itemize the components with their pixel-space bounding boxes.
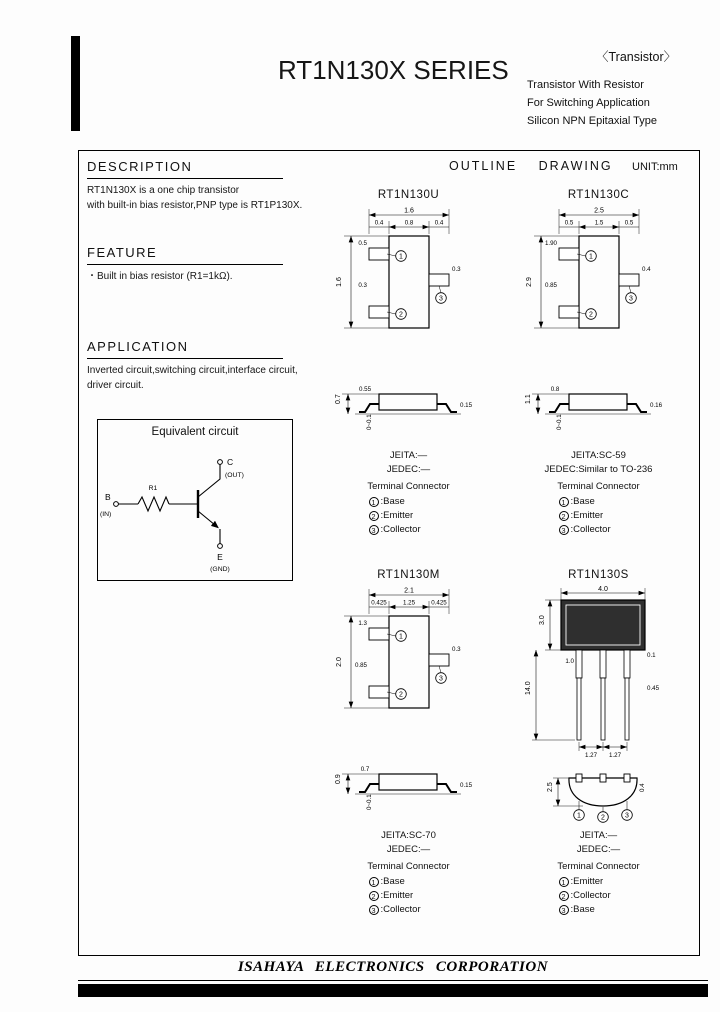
equivalent-circuit-diagram [98, 438, 292, 574]
terminal-item [559, 509, 639, 523]
dim-standoff: 0~0.1 [556, 414, 563, 430]
svg-text:1: 1 [577, 812, 581, 820]
terminal-item [559, 523, 639, 537]
jedec-label: JEDEC:Similar to TO-236 [544, 463, 653, 475]
side-view [335, 766, 473, 810]
pin-2-marker [387, 689, 406, 700]
terminal-connector-heading: Terminal Connector [367, 861, 450, 872]
jeita-label: JEITA:— [389, 450, 428, 461]
dim-pin-gap: 0.85 [354, 662, 367, 669]
terminal-item [559, 875, 639, 889]
dim-total-width: 1.6 [404, 207, 414, 215]
package-name: RT1N130S [568, 569, 629, 581]
terminal-connector-heading: Terminal Connector [367, 481, 450, 492]
dim-pitch-right: 1.27 [608, 752, 622, 759]
resistor-label: R1 [148, 485, 158, 492]
dim-pin-gap: 0.3 [358, 282, 367, 289]
dim-seg-right: 0.4 [434, 219, 444, 227]
page-title: RT1N130X SERIES [278, 55, 509, 85]
pin-number: 3 [559, 905, 569, 915]
pin-3-marker [626, 286, 637, 303]
svg-text:3: 3 [625, 812, 629, 820]
dim-total-height: 1.6 [336, 277, 343, 287]
subtitle-line: Transistor With Resistor [527, 79, 644, 91]
terminal-label: :Base [570, 904, 595, 915]
subtitle-line: For Switching Application [527, 97, 650, 109]
dim-total-width: 2.5 [594, 207, 604, 215]
dim-pin-width: 1.3 [358, 620, 367, 627]
dim-seg-mid: 1.25 [402, 599, 416, 607]
dim-total-height: 2.9 [526, 277, 533, 287]
terminal-b-node [114, 502, 119, 507]
terminal-item [369, 875, 449, 889]
pin-number: 3 [559, 525, 569, 535]
pin-3-marker [436, 286, 447, 303]
company-name: ISAHAYA ELECTRONICS CORPORATION [237, 959, 549, 975]
dim-height-outer: 0.7 [335, 394, 342, 404]
dim-total-height: 2.0 [336, 657, 343, 667]
dim-standoff: 0~0.1 [366, 414, 373, 430]
side-view [525, 386, 663, 430]
pin-number: 2 [369, 511, 379, 521]
svg-text:3: 3 [439, 295, 443, 303]
terminal-item [369, 509, 449, 523]
pin-number: 1 [369, 497, 379, 507]
feature-text: ・Built in bias resistor (R1=1kΩ). [87, 271, 233, 282]
pin-1-marker [577, 251, 596, 262]
jedec-label: JEDEC:— [386, 463, 431, 475]
dim-pin3-width: 0.3 [452, 646, 461, 653]
dim-seg-right: 0.5 [624, 219, 634, 227]
terminal-list [559, 495, 639, 537]
dim-height-outer: 0.9 [335, 774, 342, 784]
plan-view [336, 208, 461, 329]
terminal-connector-heading: Terminal Connector [557, 481, 640, 492]
terminal-e-label: E [217, 552, 223, 562]
jeita-label: JEITA:SC-70 [381, 830, 436, 841]
terminal-c-node [218, 460, 223, 465]
terminal-label: :Emitter [570, 876, 604, 887]
svg-text:2: 2 [589, 311, 593, 319]
terminal-c-label: C [227, 457, 234, 467]
dim-pitch-left: 1.27 [584, 752, 598, 759]
outline-drawing-heading: OUTLINE DRAWING [449, 159, 613, 173]
dim-height-body: 0.55 [358, 386, 372, 393]
subtitle-line: Silicon NPN Epitaxial Type [527, 115, 658, 127]
jedec-label: JEDEC:— [576, 843, 621, 855]
terminal-label: :Base [380, 876, 405, 887]
dim-lead-thickness: 0.15 [460, 782, 473, 789]
pin-2-marker [387, 309, 406, 320]
terminal-item [559, 903, 639, 917]
application-text: Inverted circuit,switching circuit,interface circuit, driver circuit. [87, 365, 298, 391]
jedec-label: JEDEC:— [386, 843, 431, 855]
svg-text:1: 1 [399, 633, 403, 641]
terminal-list [559, 875, 639, 917]
front-view [525, 586, 660, 759]
terminal-label: :Emitter [380, 510, 414, 521]
feature-heading: FEATURE [87, 245, 283, 265]
package-rt1n130c [521, 189, 676, 537]
side-view [335, 386, 473, 430]
terminal-label: :Collector [570, 890, 611, 901]
dim-seg-left: 0.425 [371, 599, 387, 607]
resistor-symbol [138, 497, 169, 511]
package-rt1n130m [331, 569, 486, 917]
dim-height-body: 0.7 [360, 766, 370, 773]
terminal-item [369, 495, 449, 509]
terminal-label: :Collector [380, 904, 421, 915]
circuit-wires [114, 460, 223, 549]
category-label: 〈Transistor〉 [596, 50, 677, 64]
dim-body-depth: 2.5 [547, 782, 554, 792]
terminal-b-label: B [105, 492, 111, 502]
emitter-wire [198, 511, 218, 528]
pin-number: 2 [559, 511, 569, 521]
dim-lead-thickness: 0.15 [460, 402, 473, 409]
application-heading: APPLICATION [87, 339, 283, 359]
svg-text:2: 2 [399, 311, 403, 319]
outline-drawing-rt1n130c [521, 204, 676, 444]
svg-text:2: 2 [601, 814, 605, 822]
pin-number: 1 [559, 497, 569, 507]
package-name: RT1N130U [377, 189, 440, 201]
dim-pin3-width: 0.4 [642, 266, 651, 273]
terminal-label: :Emitter [570, 510, 604, 521]
pin-number: 2 [559, 891, 569, 901]
dim-seg-left: 0.4 [374, 219, 384, 227]
terminal-label: :Emitter [380, 890, 414, 901]
terminal-in-label: (IN) [100, 511, 112, 518]
package-rt1n130s [521, 569, 676, 917]
terminal-out-label: (OUT) [225, 472, 244, 479]
outline-drawing-rt1n130s [521, 584, 676, 824]
dim-tab: 0.4 [639, 783, 646, 792]
svg-text:3: 3 [439, 675, 443, 683]
dim-height-body: 0.8 [550, 386, 560, 393]
jeita-label: JEITA:SC-59 [571, 450, 626, 461]
pin-number: 1 [559, 877, 569, 887]
terminal-item [369, 903, 449, 917]
plan-view [336, 588, 461, 709]
pin-number: 3 [369, 905, 379, 915]
terminal-e-node [218, 544, 223, 549]
package-name: RT1N130C [567, 189, 630, 201]
dim-lead-thickness: 0.1 [647, 652, 656, 659]
description-text: RT1N130X is a one chip transistor with built-in bias resistor,PNP type is RT1P130X. [87, 185, 303, 211]
dim-seg-mid: 1.5 [594, 219, 604, 227]
terminal-label: :Base [380, 496, 405, 507]
unit-label: UNIT:mm [632, 161, 678, 173]
dim-pin-gap: 0.85 [544, 282, 557, 289]
terminal-label: :Collector [380, 524, 421, 535]
terminal-list [369, 495, 449, 537]
outline-drawing-rt1n130m [331, 584, 486, 824]
package-rt1n130u [331, 189, 486, 537]
pin-2-marker [577, 309, 596, 320]
dim-total-width: 4.0 [598, 586, 608, 593]
collector-wire [198, 465, 220, 498]
dim-seg-left: 0.5 [564, 219, 574, 227]
terminal-item [559, 495, 639, 509]
outline-drawing-rt1n130u [331, 204, 486, 444]
dim-pin-width: 0.5 [358, 240, 367, 247]
pin-1-marker [387, 251, 406, 262]
pin-number: 2 [369, 891, 379, 901]
equivalent-circuit-box [97, 419, 293, 581]
terminal-label: :Collector [570, 524, 611, 535]
subtitle-block [527, 76, 657, 130]
dim-lead-width-lower: 0.45 [647, 685, 660, 692]
dim-seg-right: 0.425 [431, 599, 447, 607]
dim-standoff: 0~0.1 [366, 794, 373, 810]
dim-seg-mid: 0.8 [404, 219, 414, 227]
dim-pin3-width: 0.3 [452, 266, 461, 273]
jeita-label: JEITA:— [579, 830, 618, 841]
pin-3-marker [436, 666, 447, 683]
terminal-item [559, 889, 639, 903]
plan-view [526, 208, 651, 329]
dim-total-width: 2.1 [404, 587, 414, 595]
svg-text:3: 3 [629, 295, 633, 303]
dim-pin-width: 1.90 [544, 240, 557, 247]
svg-text:1: 1 [589, 253, 593, 261]
description-heading: DESCRIPTION [87, 159, 283, 179]
svg-text:1: 1 [399, 253, 403, 261]
dim-lead-length: 14.0 [525, 681, 532, 695]
terminal-gnd-label: (GND) [210, 566, 230, 573]
terminal-item [369, 523, 449, 537]
terminal-item [369, 889, 449, 903]
package-name: RT1N130M [377, 569, 440, 581]
pin-1-marker [387, 631, 406, 642]
dim-lead-width-upper: 1.0 [565, 658, 574, 665]
dim-height-outer: 1.1 [525, 394, 532, 404]
dim-body-height: 3.0 [539, 615, 546, 625]
svg-text:2: 2 [399, 691, 403, 699]
pin-1-marker [574, 801, 585, 820]
pin-2-marker [598, 807, 609, 822]
main-content-frame [78, 150, 700, 956]
terminal-connector-heading: Terminal Connector [557, 861, 640, 872]
terminal-list [369, 875, 449, 917]
equivalent-circuit-title: Equivalent circuit [151, 426, 239, 438]
footer-rule [78, 980, 708, 981]
bottom-view [547, 774, 646, 822]
footer-bar [78, 984, 708, 997]
left-margin-bar [71, 36, 80, 131]
package-body [561, 600, 645, 650]
pin-number: 1 [369, 877, 379, 887]
pin-number: 3 [369, 525, 379, 535]
terminal-label: :Base [570, 496, 595, 507]
pin-3-marker [622, 801, 633, 820]
dim-lead-thickness: 0.16 [650, 402, 663, 409]
